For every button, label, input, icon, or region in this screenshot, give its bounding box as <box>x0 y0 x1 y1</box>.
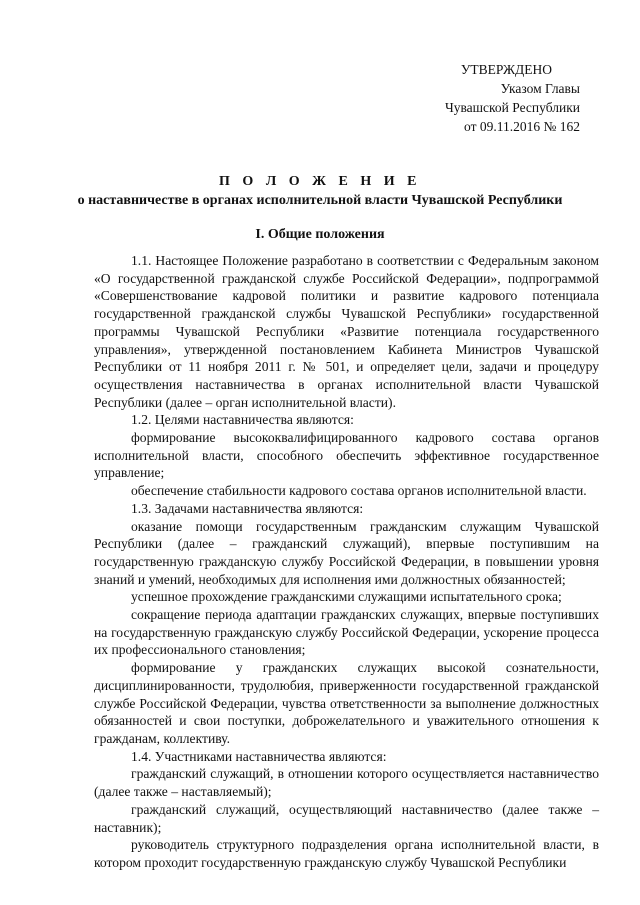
paragraph: успешное прохождение гражданскими служащими испытательного срока; <box>131 589 562 605</box>
paragraph: 1.4. Участниками наставничества являются: <box>131 748 387 764</box>
paragraph: 1.1. Настоящее Положение разработано в соответствии с Федеральным законом «О государственной гражданской службе Российской Федерации», подпрограммой «Совершенствование кадровой политики и развитие кадрового потенциала государственной гражданской службы Чувашской Республики» государственной программы Чувашской Республики «Развитие потенциала государственного управления», утвержденной постановлением Кабинета Министров Чувашской Республики от 11 ноября 2011 г. № 501, и определяет цели, задачи и процедуру осуществления наставничества в органах исполнительной власти Чувашской Республики (далее – орган исполнительной власти). <box>94 253 599 410</box>
approval-line-decree: Указом Главы <box>500 81 580 96</box>
approval-line-republic: Чувашской Республики <box>444 100 580 115</box>
paragraph: формирование высококвалифицированного кадрового состава органов исполнительной власти, способного обеспечить эффективное государственное управление; <box>94 430 599 481</box>
paragraph: руководитель структурного подразделения органа исполнительной власти, в котором проходит государственную гражданскую службу Чувашской Республики <box>94 837 599 870</box>
paragraph: сокращение периода адаптации гражданских служащих, впервые поступивших на государственную гражданскую службу Российской Федерации, ускорение процесса их профессионального становления; <box>94 607 599 658</box>
approval-line-date: от 09.11.2016 № 162 <box>464 119 580 134</box>
paragraph: гражданский служащий, в отношении которого осуществляется наставничество (далее также – наставляемый); <box>94 766 599 800</box>
paragraph: гражданский служащий, осуществляющий наставничество (далее также – наставник); <box>94 801 599 835</box>
section-heading: I. Общие положения <box>255 227 385 242</box>
paragraph: обеспечение стабильности кадрового состава органов исполнительной власти. <box>131 483 587 499</box>
document-title: П О Л О Ж Е Н И Е <box>219 174 421 189</box>
paragraph: формирование у гражданских служащих высокой сознательности, дисциплинированности, трудолюбия, приверженности государственной гражданской службе Российской Федерации, чувства ответственности за выполнение должностных обязанностей и свои поступки, доброжелательного и уважительного отношения к гражданам, коллективу. <box>94 660 599 746</box>
paragraph: оказание помощи государственным гражданским служащим Чувашской Республики (далее – гражданский служащий), впервые поступившим на государственную гражданскую службу Российской Федерации, в повышении уровня знаний и умений, необходимых для исполнения ими должностных обязанностей; <box>94 518 599 587</box>
paragraph: 1.3. Задачами наставничества являются: <box>131 500 364 516</box>
body-text <box>94 252 599 872</box>
approval-title: УТВЕРЖДЕНО <box>460 62 552 77</box>
paragraph: 1.2. Целями наставничества являются: <box>131 412 354 428</box>
document-subtitle: о наставничестве в органах исполнительной власти Чувашской Республики <box>77 193 563 208</box>
approval-stamp <box>380 60 580 136</box>
